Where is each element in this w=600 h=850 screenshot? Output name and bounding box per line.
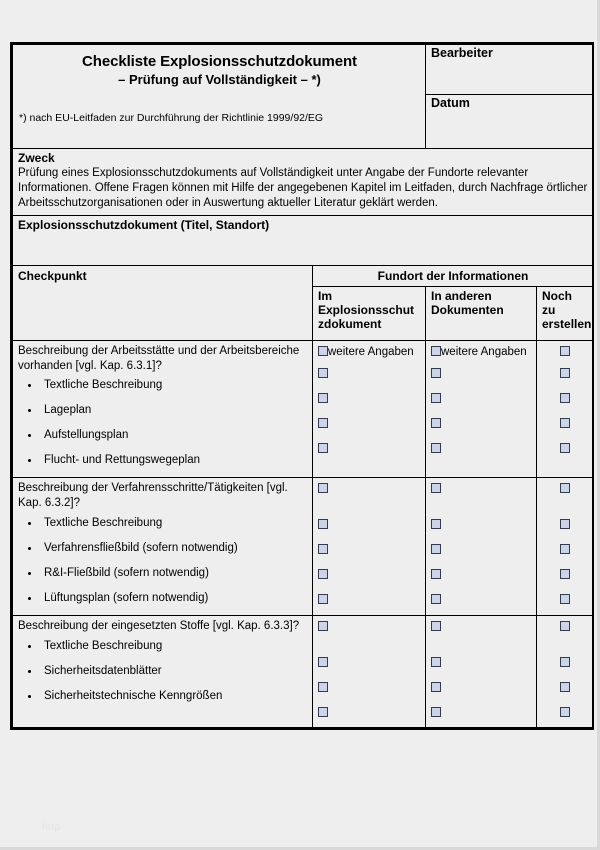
checkbox-row (318, 435, 421, 460)
further-info-label: weitere Angaben (441, 345, 527, 358)
checkbox-row (431, 482, 532, 497)
date-label: Datum (431, 96, 470, 111)
checkbox-row (431, 385, 532, 410)
checkbox[interactable] (560, 368, 570, 378)
checkpoint-question: Beschreibung der Verfahrensschritte/Tätigkeiten [vgl. Kap. 6.3.2]? (18, 482, 288, 510)
subject-row (13, 215, 593, 265)
checkpoint-section (13, 615, 593, 727)
checkbox-column-other-docs (426, 478, 537, 615)
checkbox[interactable] (431, 393, 441, 403)
page-subtitle: – Prüfung auf Vollständigkeit – *) (118, 71, 321, 87)
checkpoint-section (13, 478, 593, 615)
further-info-entry (318, 345, 421, 360)
checkpoint-content (13, 340, 313, 477)
checkbox[interactable] (431, 657, 441, 667)
further-info-entry (431, 345, 532, 360)
header-row-editor (13, 45, 593, 95)
checkbox[interactable] (431, 368, 441, 378)
checkbox[interactable] (431, 443, 441, 453)
col-header-in-esd (313, 286, 426, 340)
checkbox-column-to-create (537, 340, 593, 477)
col-header-checkpoint (13, 265, 313, 340)
checkbox-column-other-docs (426, 340, 537, 477)
checkbox-column-in-esd (313, 478, 426, 615)
table-header-group-row (13, 265, 593, 286)
list-item: Textliche Beschreibung (18, 373, 308, 398)
checkbox-row (431, 511, 532, 536)
subject-cell[interactable] (13, 215, 593, 265)
purpose-row (13, 149, 593, 216)
checkbox-column-in-esd (313, 615, 426, 727)
checkbox-row (318, 561, 421, 586)
checkbox-row (542, 410, 588, 435)
checkbox[interactable] (431, 483, 441, 493)
checkbox[interactable] (318, 393, 328, 403)
checkpoint-item-list (18, 373, 308, 473)
checkbox[interactable] (560, 346, 570, 356)
list-item: Aufstellungsplan (18, 423, 308, 448)
checkbox[interactable] (318, 346, 328, 356)
checkbox-row (542, 699, 588, 724)
list-item: Textliche Beschreibung (18, 511, 308, 536)
checkpoint-content (13, 478, 313, 615)
purpose-cell (13, 149, 593, 216)
col-header-group-label: Fundort der Informationen (377, 268, 529, 283)
editor-label: Bearbeiter (431, 46, 493, 60)
checkbox-row (431, 674, 532, 699)
checkbox-column-in-esd (313, 340, 426, 477)
list-item: Sicherheitsdatenblätter (18, 659, 308, 684)
checkbox[interactable] (318, 368, 328, 378)
checkbox[interactable] (431, 569, 441, 579)
checkbox-row (318, 620, 421, 635)
checkbox[interactable] (431, 519, 441, 529)
checkbox[interactable] (318, 418, 328, 428)
checkbox-row (318, 586, 421, 611)
checkbox[interactable] (318, 707, 328, 717)
subject-heading: Explosionsschutzdokument (Titel, Standort) (18, 217, 270, 232)
checkbox-row (542, 649, 588, 674)
checkbox[interactable] (560, 418, 570, 428)
checkbox-row (542, 536, 588, 561)
purpose-heading: Zweck (18, 151, 55, 165)
checkbox[interactable] (431, 594, 441, 604)
checkpoint-question: Beschreibung der eingesetzten Stoffe [vgl. Kap. 6.3.3]? (18, 619, 300, 632)
checkpoint-content (13, 615, 313, 727)
list-item: Verfahrensfließbild (sofern notwendig) (18, 536, 308, 561)
checkbox[interactable] (560, 483, 570, 493)
checkbox-row (318, 674, 421, 699)
title-footnote: *) nach EU-Leitfaden zur Durchführung der Richtlinie 1999/92/EG (19, 111, 324, 124)
purpose-text: Prüfung eines Explosionsschutzdokuments auf Vollständigkeit unter Angabe der Fundorte relevanter Informationen. Offene Fragen können mit Hilfe der angegebenen Kapitel im Leitfaden, durch Nachfrage örtlicher Arbeitsschutzorganisationen oder in Auswertung aktueller Literatur geklärt werden. (18, 167, 588, 209)
checkbox-row (542, 360, 588, 385)
col-header-group (313, 265, 593, 286)
checkbox[interactable] (560, 594, 570, 604)
checkbox-row (431, 586, 532, 611)
checkbox[interactable] (318, 483, 328, 493)
checkbox[interactable] (318, 544, 328, 554)
checkbox-row (318, 410, 421, 435)
checkbox-row (318, 649, 421, 674)
date-field[interactable] (426, 95, 593, 149)
watermark-text: http (42, 822, 61, 833)
checkbox[interactable] (560, 682, 570, 692)
further-info-label: weitere Angaben (328, 345, 414, 358)
checkbox-row (431, 360, 532, 385)
checkbox[interactable] (560, 443, 570, 453)
checkbox-column-to-create (537, 478, 593, 615)
checkbox[interactable] (560, 569, 570, 579)
checkbox-row (542, 586, 588, 611)
list-item: R&I-Fließbild (sofern notwendig) (18, 561, 308, 586)
checkbox-row (318, 482, 421, 497)
checkbox-row (431, 410, 532, 435)
list-item: Sicherheitstechnische Kenngrößen (18, 684, 308, 709)
checkbox-row (542, 511, 588, 536)
col-header-to-create (537, 286, 593, 340)
checkbox[interactable] (318, 621, 328, 631)
checkbox-row (318, 536, 421, 561)
title-cell (13, 45, 426, 149)
checkbox[interactable] (560, 657, 570, 667)
list-item: Lüftungsplan (sofern notwendig) (18, 586, 308, 611)
checkbox[interactable] (560, 707, 570, 717)
checkbox-row (542, 561, 588, 586)
form-table (12, 44, 593, 728)
checklist-form (10, 42, 594, 730)
list-item: Flucht- und Rettungswegeplan (18, 448, 308, 473)
checkbox-row (542, 385, 588, 410)
checkbox[interactable] (318, 682, 328, 692)
checkbox-row (431, 649, 532, 674)
checkbox-row (542, 674, 588, 699)
col-header-other-docs (426, 286, 537, 340)
checkbox[interactable] (318, 594, 328, 604)
checkbox-row (542, 482, 588, 497)
page-title: Checkliste Explosionsschutzdokument (82, 53, 357, 70)
checkbox[interactable] (431, 682, 441, 692)
list-item: Lageplan (18, 398, 308, 423)
checkbox[interactable] (318, 657, 328, 667)
checkbox-row (431, 561, 532, 586)
checkbox-row (318, 385, 421, 410)
checkbox[interactable] (560, 393, 570, 403)
checkbox-row (431, 699, 532, 724)
checkbox-column-to-create (537, 615, 593, 727)
checkbox-column-other-docs (426, 615, 537, 727)
checkbox[interactable] (431, 707, 441, 717)
checkbox-row (431, 435, 532, 460)
editor-field[interactable] (426, 45, 593, 95)
checkbox[interactable] (318, 443, 328, 453)
checkbox[interactable] (318, 569, 328, 579)
checkbox[interactable] (431, 418, 441, 428)
checkpoint-item-list (18, 511, 308, 611)
checkpoint-section (13, 340, 593, 477)
checkbox-row (542, 435, 588, 460)
checkbox[interactable] (431, 544, 441, 554)
col-header-other-docs-label: In anderen Dokumenten (431, 288, 504, 318)
checkbox-row (542, 620, 588, 635)
checkpoint-question: Beschreibung der Arbeitsstätte und der Arbeitsbereiche vorhanden [vgl. Kap. 6.3.1]? (18, 344, 300, 372)
col-header-in-esd-label: Im Explosionsschut zdokument (318, 288, 415, 332)
checkbox[interactable] (318, 519, 328, 529)
checkbox[interactable] (560, 621, 570, 631)
checkbox-row (318, 699, 421, 724)
checkbox-row (431, 620, 532, 635)
checkpoint-item-list (18, 634, 308, 709)
checkbox[interactable] (560, 519, 570, 529)
checkbox-row (318, 511, 421, 536)
checkbox[interactable] (560, 544, 570, 554)
checkbox-row (318, 360, 421, 385)
checkbox[interactable] (431, 621, 441, 631)
checkbox-row (431, 536, 532, 561)
col-header-checkpoint-label: Checkpunkt (18, 268, 87, 283)
checkbox-row (542, 345, 588, 360)
checkbox[interactable] (431, 346, 441, 356)
col-header-to-create-label: Noch zu erstellen (542, 288, 592, 332)
list-item: Textliche Beschreibung (18, 634, 308, 659)
